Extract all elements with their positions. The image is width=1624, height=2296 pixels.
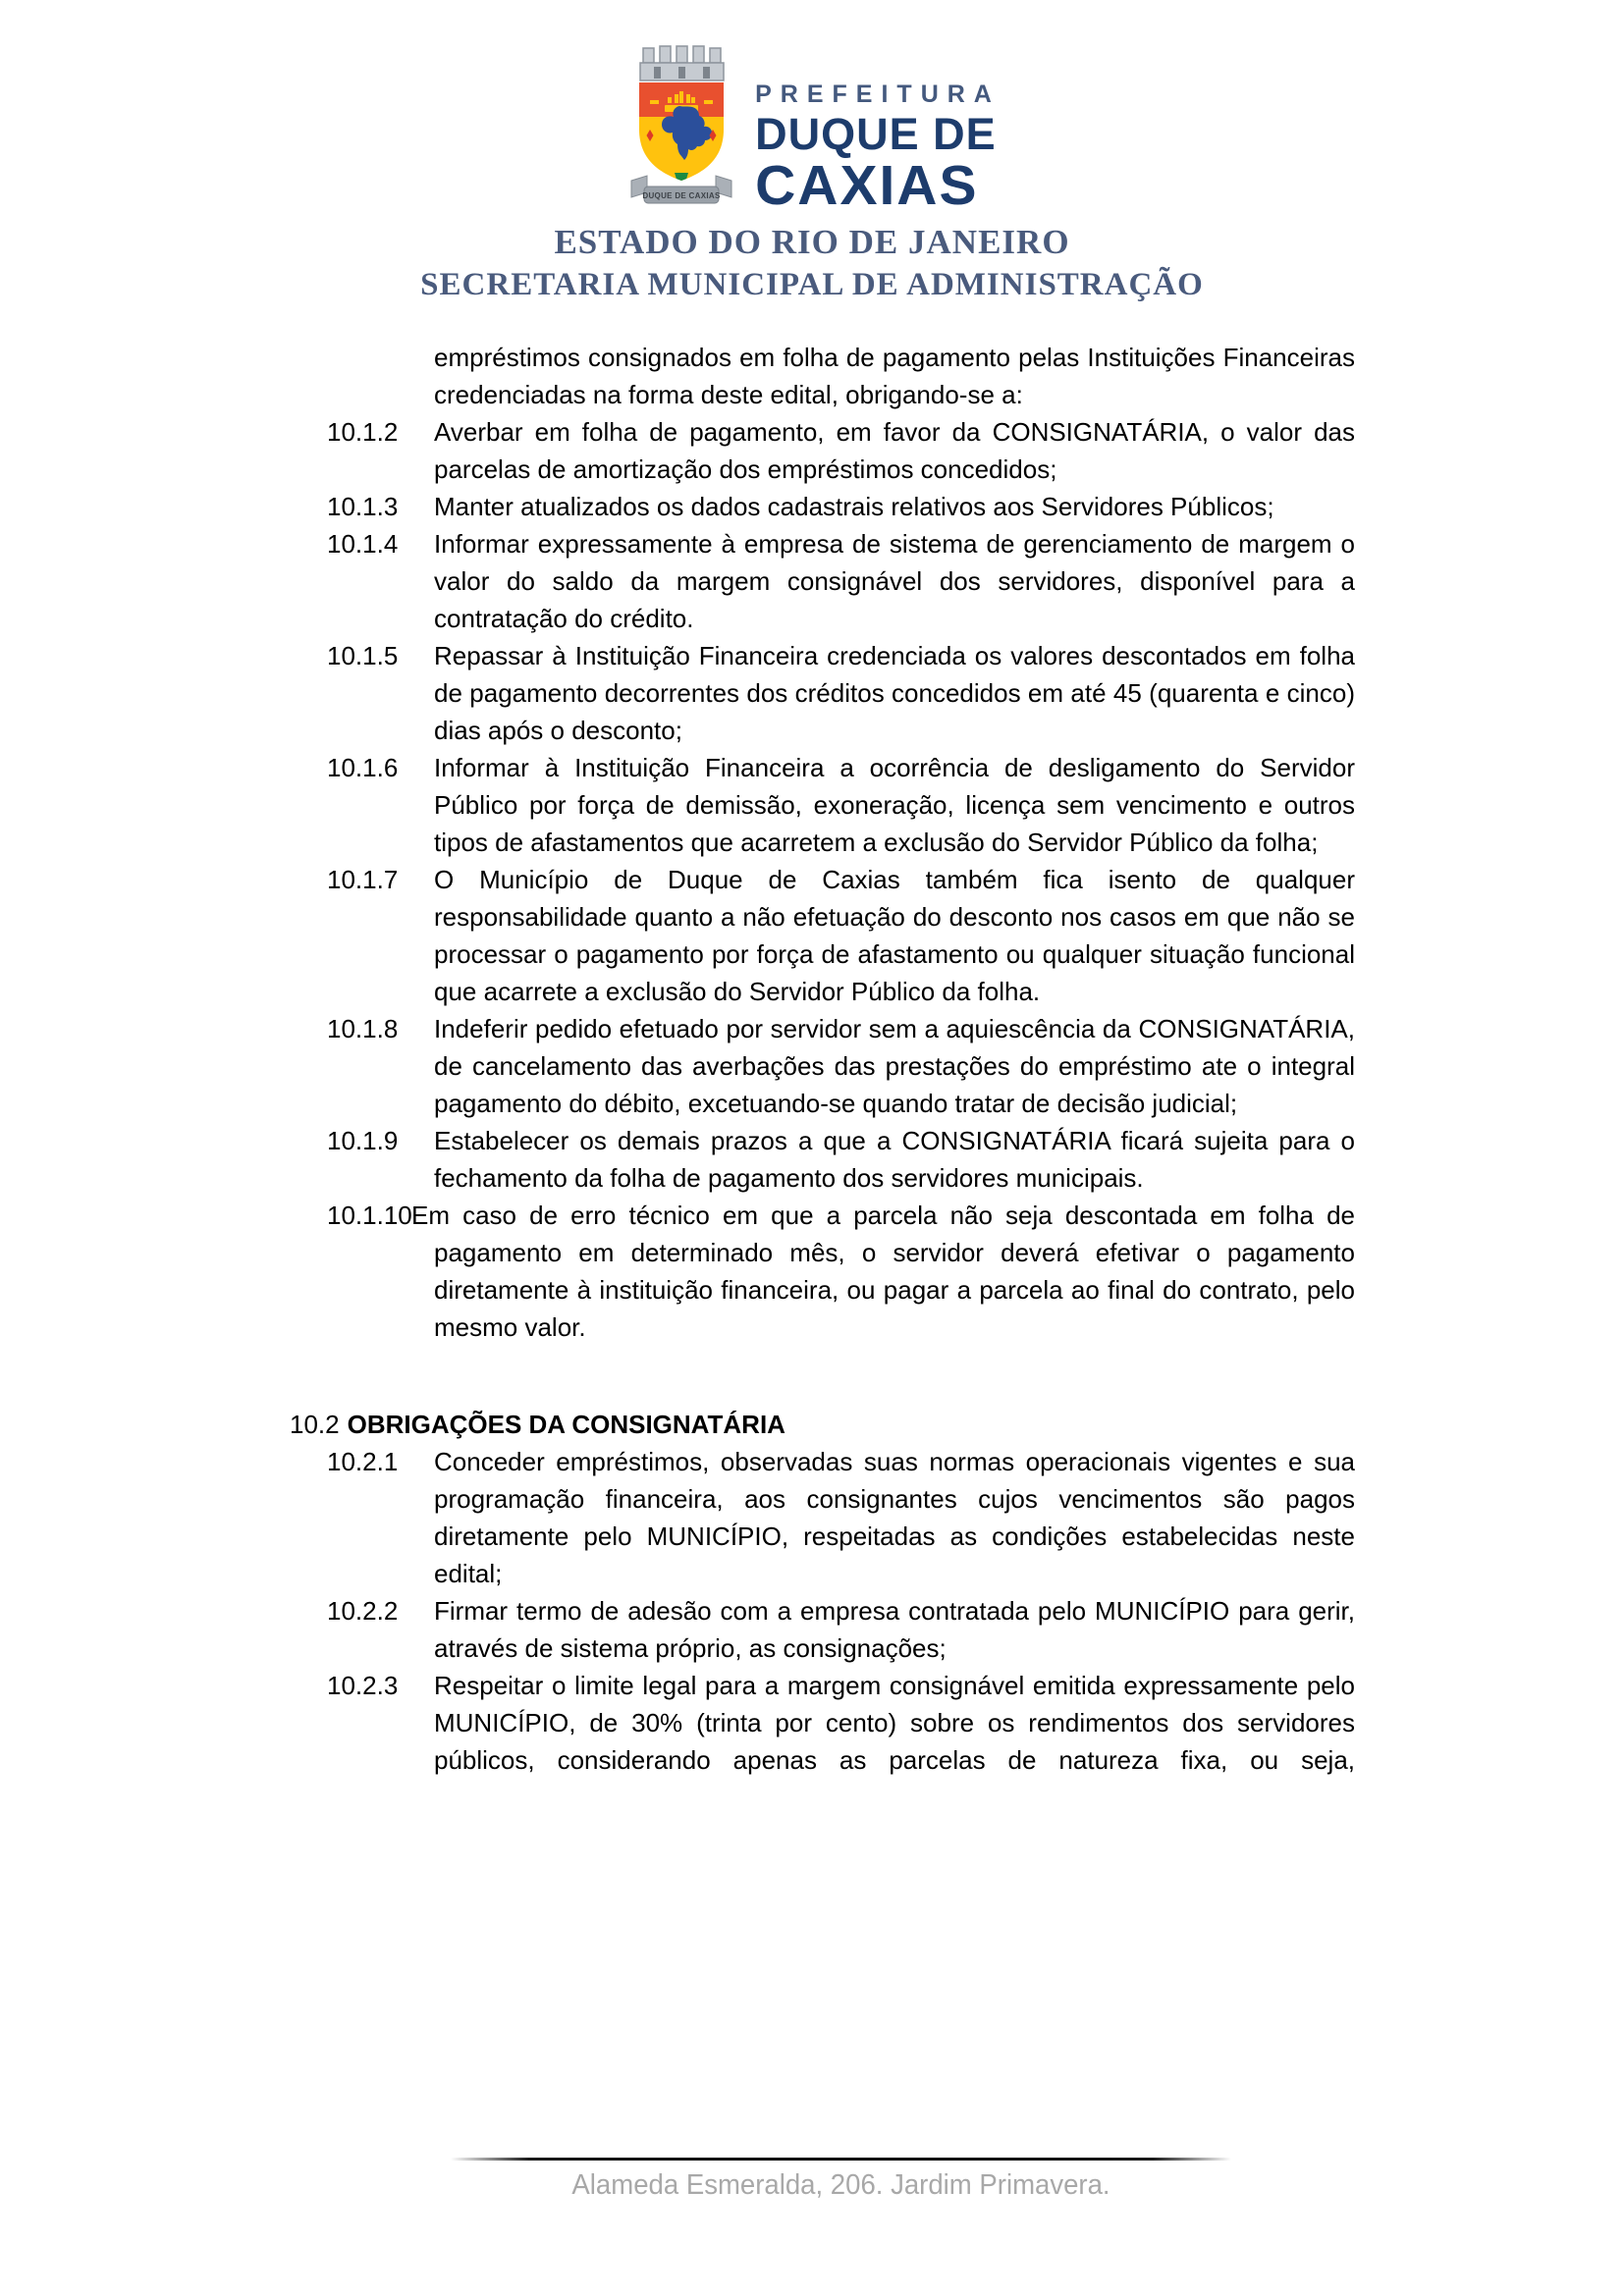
item-text: Averbar em folha de pagamento, em favor da CONSIGNATÁRIA, o valor das parcelas de amortização dos empréstimos concedidos; [434, 416, 1355, 484]
item-number: 10.1.10 [327, 1200, 412, 1230]
list-item [327, 1443, 1355, 1592]
item-number: 10.1.5 [327, 640, 399, 670]
crest-banner-label: DUQUE DE CAXIAS [642, 191, 721, 200]
list-item [327, 749, 1355, 861]
list-item [327, 1667, 1355, 1779]
intro-paragraph: empréstimos consignados em folha de pagamento pelas Instituições Financeiras credenciadas na forma deste edital, obrigando-se a: [434, 342, 1355, 409]
municipal-crest-icon [623, 43, 739, 212]
section-number: 10.2 [290, 1409, 340, 1439]
item-number: 10.2.2 [327, 1595, 399, 1626]
list-item [327, 637, 1355, 749]
section-heading-10-2 [290, 1406, 1355, 1443]
document-body [290, 339, 1355, 1779]
item-number: 10.1.3 [327, 491, 399, 521]
item-text: Firmar termo de adesão com a empresa contratada pelo MUNICÍPIO para gerir, através de sistema próprio, as consignações; [434, 1595, 1355, 1663]
list-item [327, 488, 1355, 525]
list-item [327, 525, 1355, 637]
item-text: Em caso de erro técnico em que a parcela não seja descontada em folha de pagamento em determinado mês, o servidor deverá efetivar o pagamento diretamente à instituição financeira, ou pagar a parcela ao final do contrato, pelo mesmo valor. [411, 1200, 1355, 1342]
item-text: Informar expressamente à empresa de sistema de gerenciamento de margem o valor do saldo da margem consignável dos servidores, disponível para a contratação do crédito. [434, 528, 1355, 633]
item-number: 10.1.7 [327, 864, 399, 894]
item-number: 10.1.9 [327, 1125, 399, 1155]
page-footer [327, 2158, 1355, 2202]
wordmark [755, 43, 1001, 217]
list-item [327, 1122, 1355, 1197]
letterhead [0, 0, 1624, 302]
item-number: 10.2.3 [327, 1670, 399, 1700]
item-number: 10.1.8 [327, 1013, 399, 1043]
list-item [327, 1592, 1355, 1667]
list-item [327, 1010, 1355, 1122]
item-text: Indeferir pedido efetuado por servidor sem a aquiescência da CONSIGNATÁRIA, de cancelamento das averbações das prestações do empréstimo ate o integral pagamento do débito, excetuando-se quando tratar de decisão judicial; [434, 1013, 1355, 1118]
wordmark-caxias: CAXIAS [755, 153, 979, 217]
wordmark-prefeitura: PREFEITURA [755, 80, 1001, 108]
item-text: Estabelecer os demais prazos a que a CONSIGNATÁRIA ficará sujeita para o fechamento da folha de pagamento dos servidores municipais. [434, 1125, 1355, 1193]
item-text: Informar à Instituição Financeira a ocorrência de desligamento do Servidor Público por força de demissão, exoneração, licença sem vencimento e outros tipos de afastamentos que acarretem a exclusão do Servidor Público da folha; [434, 752, 1355, 857]
list-item [327, 413, 1355, 488]
list-item [327, 1197, 1355, 1346]
item-number: 10.1.2 [327, 416, 399, 447]
wordmark-duque-de: DUQUE DE [755, 109, 997, 159]
item-number: 10.1.6 [327, 752, 399, 782]
municipal-logo [0, 43, 1624, 217]
footer-address: Alameda Esmeralda, 206. Jardim Primavera. [571, 2169, 1110, 2201]
item-text: Repassar à Instituição Financeira credenciada os valores descontados em folha de pagamento decorrentes dos créditos concedidos em até 45 (quarenta e cinco) dias após o desconto; [434, 640, 1355, 745]
item-number: 10.1.4 [327, 528, 399, 559]
list-item [327, 861, 1355, 1010]
secretariat-title: SECRETARIA MUNICIPAL DE ADMINISTRAÇÃO [420, 266, 1204, 302]
item-text: Respeitar o limite legal para a margem consignável emitida expressamente pelo MUNICÍPIO, de 30% (trinta por cento) sobre os rendimentos dos servidores públicos, considerando apenas as parcelas de natureza fixa, ou seja, [434, 1670, 1355, 1775]
item-text: O Município de Duque de Caxias também fica isento de qualquer responsabilidade quanto a não efetuação do desconto nos casos em que não se processar o pagamento por força de afastamento ou qualquer situação funcional que acarrete a exclusão do Servidor Público da folha. [434, 864, 1355, 1006]
state-title: ESTADO DO RIO DE JANEIRO [554, 223, 1070, 261]
item-text: Conceder empréstimos, observadas suas normas operacionais vigentes e sua programação financeira, aos consignantes cujos vencimentos são pagos diretamente pelo MUNICÍPIO, respeitadas as condições estabelecidas neste edital; [434, 1446, 1355, 1588]
section-title: OBRIGAÇÕES DA CONSIGNATÁRIA [347, 1409, 785, 1439]
item-number: 10.2.1 [327, 1446, 399, 1476]
item-text: Manter atualizados os dados cadastrais relativos aos Servidores Públicos; [434, 491, 1274, 521]
footer-divider [451, 2158, 1231, 2161]
